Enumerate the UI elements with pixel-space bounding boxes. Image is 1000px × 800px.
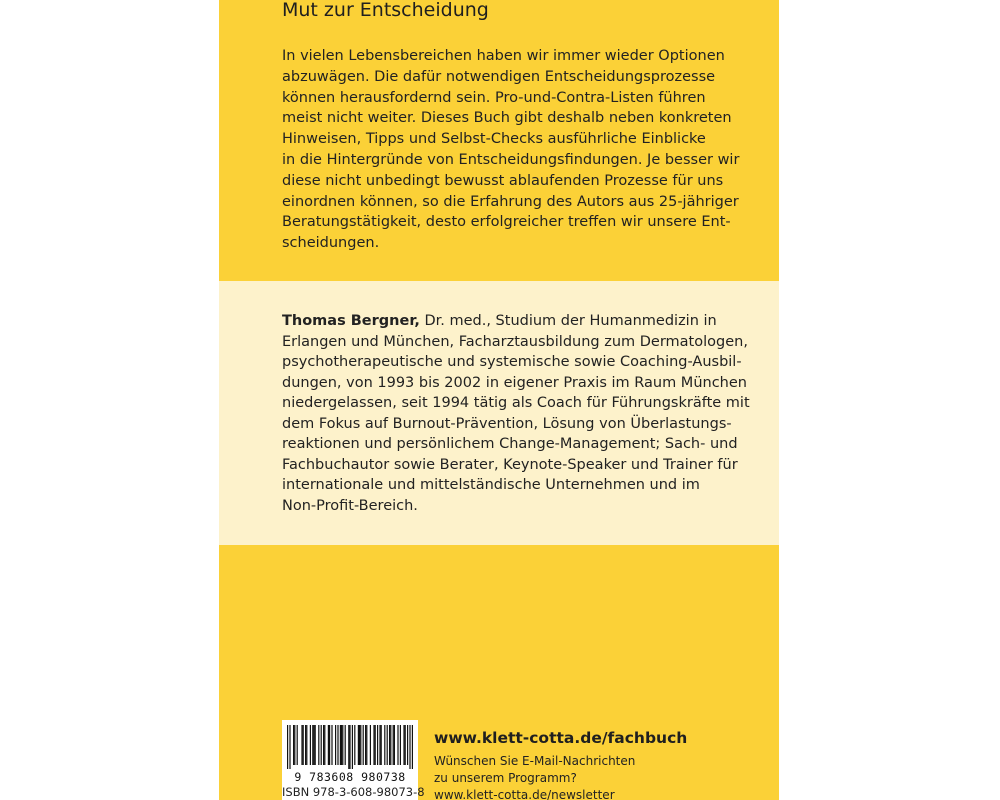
barcode-bar xyxy=(390,725,391,765)
barcode-bar xyxy=(305,725,306,765)
newsletter-url[interactable]: www.klett-cotta.de/newsletter xyxy=(434,788,615,800)
newsletter-line: Wünschen Sie E-Mail-Nachrichten xyxy=(434,754,636,768)
author-bio-line: Fachbuchautor sowie Berater, Keynote-Speaker und Trainer für xyxy=(282,456,738,473)
barcode-bar xyxy=(370,725,371,765)
barcode-bar xyxy=(379,725,380,765)
description-line: scheidungen. xyxy=(282,235,380,252)
barcode-bar xyxy=(381,725,382,765)
barcode-bar xyxy=(328,725,329,765)
author-bio-line: reaktionen und persönlichem Change-Management; Sach- und xyxy=(282,436,738,452)
barcode-bar xyxy=(373,725,374,765)
barcode-bar xyxy=(389,725,390,765)
barcode-bar xyxy=(359,725,360,765)
barcode-bar xyxy=(318,725,319,765)
author-bio-section xyxy=(219,281,779,545)
barcode-bar xyxy=(394,725,395,765)
book-back-cover xyxy=(219,0,779,800)
barcode-bar xyxy=(345,725,346,765)
barcode-bar xyxy=(352,725,353,769)
barcode-bar xyxy=(289,725,290,769)
description-line: Beratungstätigkeit, desto erfolgreicher treffen wir unsere Ent- xyxy=(282,214,731,231)
barcode-bar xyxy=(365,725,366,765)
barcode-bar xyxy=(306,725,307,765)
barcode-bar xyxy=(303,725,304,765)
description-line: diese nicht unbedingt bewusst ablaufenden Prozesse für uns xyxy=(282,172,724,189)
barcode-bar xyxy=(403,725,404,765)
barcode-bar xyxy=(335,725,336,765)
author-bio-line: dungen, von 1993 bis 2002 in eigener Praxis im Raum München xyxy=(282,374,747,391)
barcode-bar xyxy=(315,725,316,765)
author-bio-line: niedergelassen, seit 1994 tätig als Coach für Führungskräfte mit xyxy=(282,395,750,411)
author-bio-line: Erlangen und München, Facharztausbildung zum Dermatologen, xyxy=(282,333,748,350)
barcode-bar xyxy=(400,725,401,765)
barcode-bar xyxy=(331,725,332,765)
newsletter-line: zu unserem Programm? xyxy=(434,771,577,785)
publisher-info xyxy=(434,727,687,800)
barcode-bar xyxy=(366,725,367,765)
description-line: in die Hintergründe von Entscheidungsfindungen. Je besser wir xyxy=(282,151,740,168)
description-line: abzuwägen. Die dafür notwendigen Entscheidungsprozesse xyxy=(282,68,716,85)
description-line: können herausfordernd sein. Pro-und-Contra-Listen führen xyxy=(282,89,706,106)
barcode-bar xyxy=(377,725,378,765)
barcode-bar xyxy=(358,725,359,765)
isbn: ISBN 978-3-608-98073-8 xyxy=(282,785,425,799)
author-bio-line: internationale und mittelständische Unternehmen und im xyxy=(282,477,700,493)
barcode-bar xyxy=(349,725,350,769)
newsletter-info xyxy=(434,753,687,800)
barcode-bar xyxy=(409,725,410,769)
description-line: meist nicht weiter. Dieses Buch gibt deshalb neben konkreten xyxy=(282,110,732,127)
barcode-bar xyxy=(293,725,294,765)
barcode-bar xyxy=(341,725,342,765)
barcode-bar xyxy=(397,725,398,765)
author-bio xyxy=(282,311,762,516)
barcode-bar xyxy=(321,725,322,765)
barcode-bar xyxy=(393,725,394,765)
author-bio-line: dem Fokus auf Burnout-Prävention, Lösung von Überlastungs- xyxy=(282,415,732,432)
barcode-bar xyxy=(412,725,413,769)
barcode-bar xyxy=(340,725,341,765)
barcode-bar xyxy=(360,725,361,765)
book-title: Mut zur Entscheidung xyxy=(282,0,489,21)
barcode-bar xyxy=(323,725,324,765)
barcode-bar xyxy=(287,725,288,769)
barcode-bar xyxy=(297,725,298,765)
barcode-bar xyxy=(329,725,330,765)
barcode-bar xyxy=(384,725,385,765)
barcode-bar xyxy=(337,725,338,765)
author-bio-line: Dr. med., Studium der Humanmedizin in xyxy=(419,313,717,329)
publisher-url[interactable]: www.klett-cotta.de/fachbuch xyxy=(434,729,688,747)
barcode-bar xyxy=(407,725,408,765)
book-description xyxy=(282,46,752,254)
author-bio-line: Non-Profit-Bereich. xyxy=(282,497,418,514)
barcode-bar xyxy=(313,725,314,765)
description-line: Hinweisen, Tipps und Selbst-Checks ausführliche Einblicke xyxy=(282,131,706,148)
author-name: Thomas Bergner, xyxy=(282,313,420,329)
author-bio-line: psychotherapeutische und systemische sowie Coaching-Ausbil- xyxy=(282,354,742,370)
description-line: In vielen Lebensbereichen haben wir immer wieder Optionen xyxy=(282,48,725,64)
author-bio-first-line xyxy=(282,311,762,332)
barcode-bar xyxy=(301,725,302,765)
barcode-bar xyxy=(310,725,311,765)
barcode-number: 9 783608 980738 xyxy=(294,770,406,784)
barcode-bar xyxy=(324,725,325,765)
barcode-bar xyxy=(348,725,349,769)
barcode-bar xyxy=(405,725,406,765)
barcode-bar xyxy=(294,725,295,765)
barcode-bar xyxy=(375,725,376,765)
barcode-bar xyxy=(312,725,313,765)
barcode-bar xyxy=(387,725,388,765)
barcode-bar xyxy=(342,725,343,765)
barcode-bar xyxy=(363,725,364,765)
barcode-bar xyxy=(354,725,355,765)
description-line: einordnen können, so die Erfahrung des Autors aus 25-jähriger xyxy=(282,193,739,210)
barcode-bars xyxy=(287,725,413,769)
